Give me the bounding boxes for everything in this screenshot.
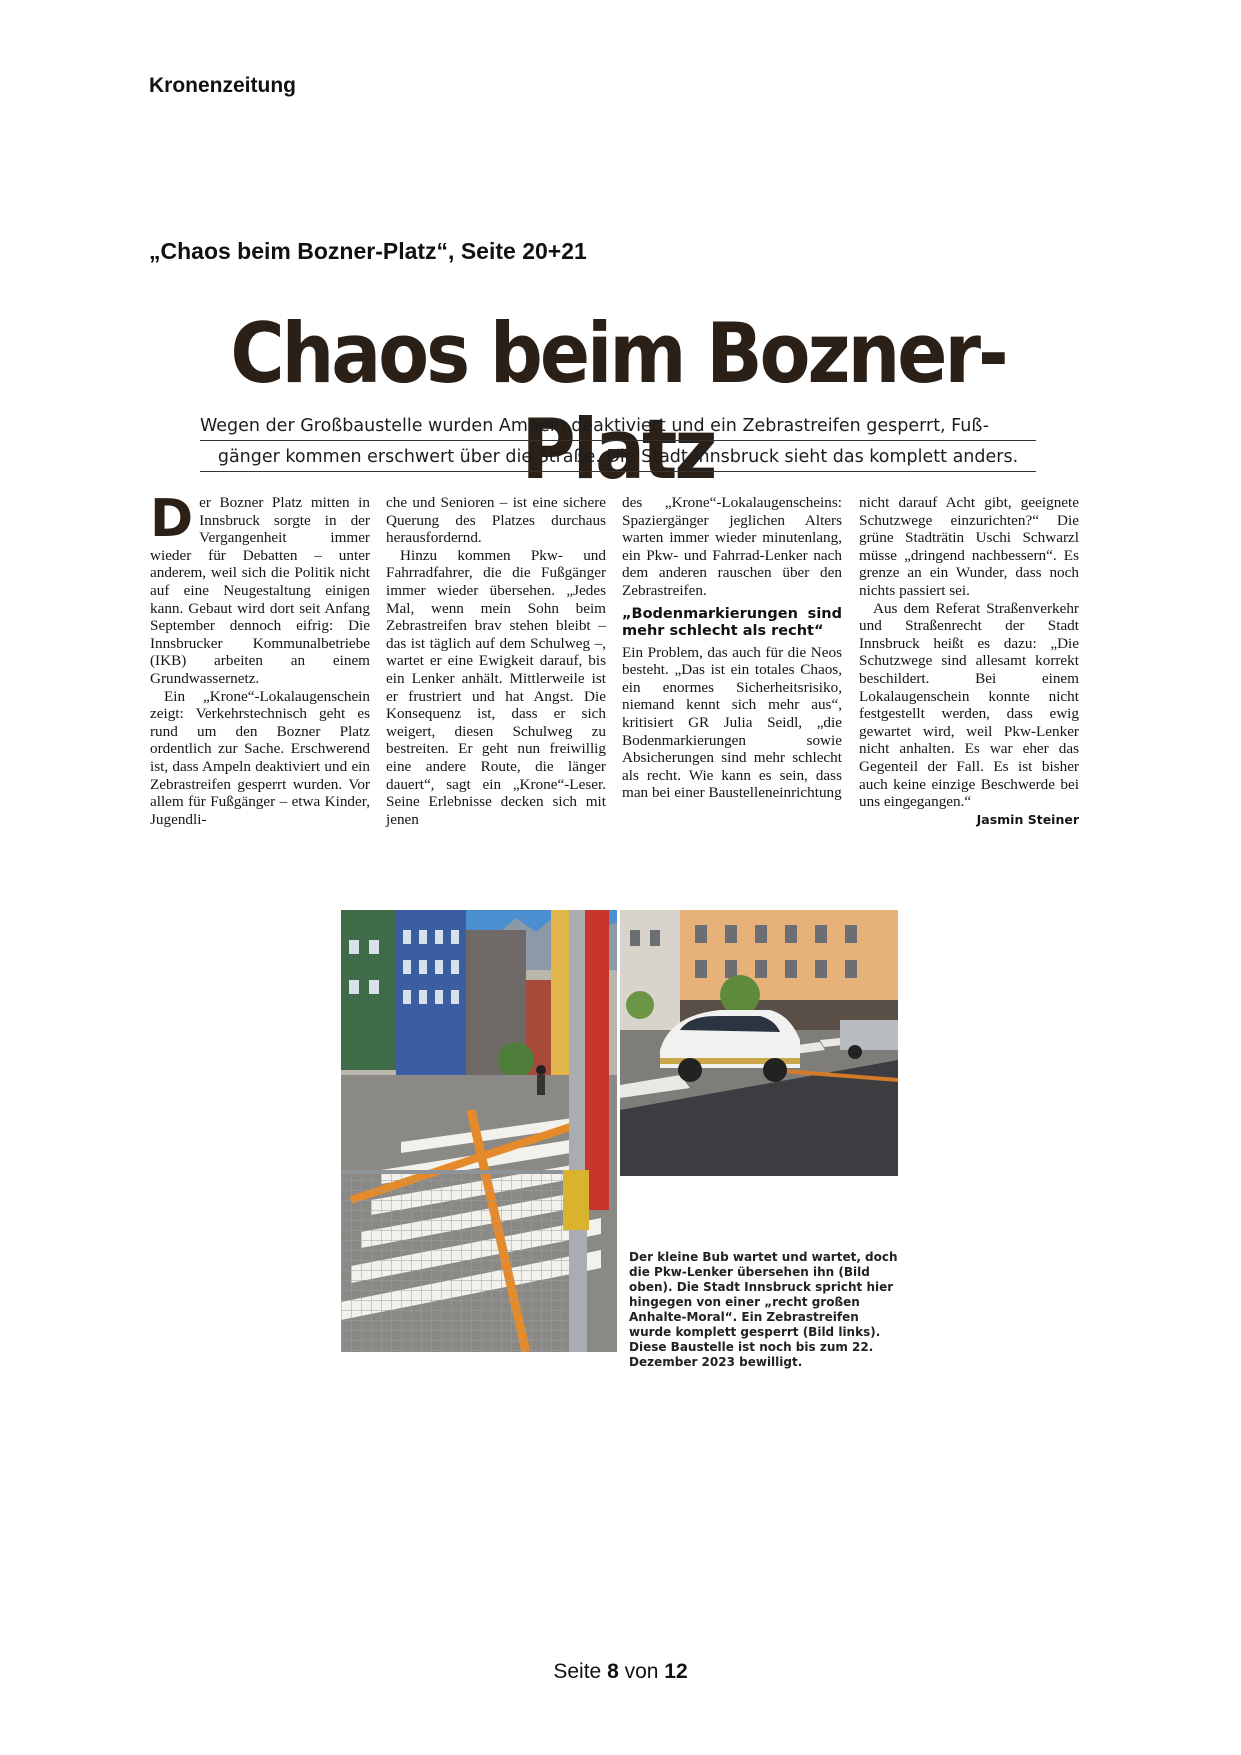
photo-caption: Der kleine Bub wartet und wartet, doch die Pkw-Lenker übersehen ihn (Bild oben). Die Stadt Innsbruck spricht hier hingegen von einer „recht großen Anhalte-Moral“. Ein Zebrastreifen wurde komplett gesperrt (Bild links). Diese Baustelle ist noch bis zum 22. Dezember 2023 bewilligt. bbox=[629, 1250, 898, 1369]
column-3 bbox=[622, 494, 842, 802]
column-3-paragraph-2: Ein Problem, das auch für die Neos besteht. „Das ist ein totales Chaos, ein enormes Sicherheitsrisiko, niemand kennt sich mehr aus“, kritisiert GR Julia Seidl, „die Bodenmarkierungen sowie Absicherungen sind mehr schlecht als recht. Wie kann es sein, dass man bei einer Baustelleneinrichtung bbox=[622, 643, 842, 802]
column-2-paragraph-2: Hinzu kommen Pkw- und Fahrradfahrer, die die Fußgänger immer wieder übersehen. „Jedes Mal, wenn mein Sohn beim Zebrastreifen brav stehen bleibt – das ist täglich auf dem Schulweg –, wartet er eine Ewigkeit darauf, bis ein Lenker anhält. Mittlerweile ist er frustriert und hat Angst. Die Konsequenz ist, dass er sich weigert, diesen Schulweg zu bestreiten. Er geht nun freiwillig eine andere Route, die länger dauert“, sagt ein „Krone“-Leser. Seine Erlebnisse decken sich mit jenen bbox=[386, 546, 606, 828]
column-1-paragraph-2: Ein „Krone“-Lokalaugenschein zeigt: Verkehrstechnisch geht es rund um den Bozner Platz ordentlich zur Sache. Erschwerend ist, dass Ampeln deaktiviert und ein Zebrastreifen gesperrt wurden. Vor allem für Fußgänger – etwa Kinder, Jugendli- bbox=[150, 687, 370, 828]
photo-car-crosswalk bbox=[620, 910, 898, 1176]
newspaper-clipping bbox=[148, 305, 1088, 1369]
page-footer bbox=[0, 1660, 1241, 1684]
publication-name: Kronenzeitung bbox=[149, 74, 296, 97]
column-1 bbox=[150, 489, 370, 828]
author-name: Jasmin Steiner bbox=[976, 811, 1079, 827]
article-reference: „Chaos beim Bozner-Platz“, Seite 20+21 bbox=[149, 238, 587, 264]
article-columns bbox=[150, 489, 1085, 874]
footer-prefix: Seite bbox=[553, 1660, 602, 1683]
column-2-paragraph-1: che und Senioren – ist eine sichere Querung des Platzes durchaus herausfordernd. bbox=[386, 494, 606, 547]
footer-middle: von bbox=[624, 1660, 659, 1683]
column-1-paragraph-1: er Bozner Platz mitten in Innsbruck sorgte in der Vergangenheit immer wieder für Debatten – unter anderem, weil sich die Politik nicht auf eine Neugestaltung einigen kann. Gebaut wird dort seit Anfang September dennoch eifrig: Die Innsbrucker Kommunalbetriebe (IKB) arbeiten an einem Grundwassernetz. bbox=[150, 494, 370, 687]
interheadline: „Bodenmarkierungen sind mehr schlecht als recht“ bbox=[622, 605, 842, 639]
column-4-paragraph-1: nicht darauf Acht gibt, geeignete Schutzwege einzurichten?“ Die grüne Stadträtin Uschi Schwarzl müsse „dringend nachbessern“. Es grenze an ein Wunder, dass noch nichts passiert sei. bbox=[859, 494, 1079, 599]
column-4-paragraph-2 bbox=[859, 599, 1079, 827]
photo-closed-crosswalk-drawing bbox=[341, 910, 617, 1352]
drop-cap: D bbox=[150, 489, 194, 549]
article-headline: Chaos beim Bozner-Platz bbox=[230, 305, 1006, 499]
subheadline-line-2: gänger kommen erschwert über die Straße. Die Stadt Innsbruck sieht das komplett anders. bbox=[200, 444, 1036, 472]
total-pages-number: 12 bbox=[664, 1660, 688, 1683]
photo-closed-crosswalk bbox=[341, 910, 617, 1352]
current-page-number: 8 bbox=[607, 1660, 619, 1683]
photo-car-crosswalk-drawing bbox=[620, 910, 898, 1176]
subheadline-line-1: Wegen der Großbaustelle wurden Ampeln deaktiviert und ein Zebrastreifen gesperrt, Fuß- bbox=[200, 413, 1036, 441]
column-4 bbox=[859, 494, 1079, 828]
column-4-paragraph-2-text: Aus dem Referat Straßenverkehr und Straßenrecht der Stadt Innsbruck heißt es dazu: „Die Schutzwege sind allesamt korrekt beschildert. Bei einem Lokalaugenschein konnte nicht festgestellt werden, dass ewig gewartet wird, weil Pkw-Lenker nicht anhalten. Es war eher das Gegenteil der Fall. Es ist bisher auch keine einzige Beschwerde bei uns eingegangen.“ bbox=[859, 599, 1079, 811]
column-2 bbox=[386, 494, 606, 828]
column-3-paragraph-1: des „Krone“-Lokalaugenscheins: Spaziergänger jeglichen Alters warten immer wieder minutenlang, ein Pkw- und Fahrrad-Lenker nach dem anderen rauschen über den Zebrastreifen. bbox=[622, 494, 842, 599]
